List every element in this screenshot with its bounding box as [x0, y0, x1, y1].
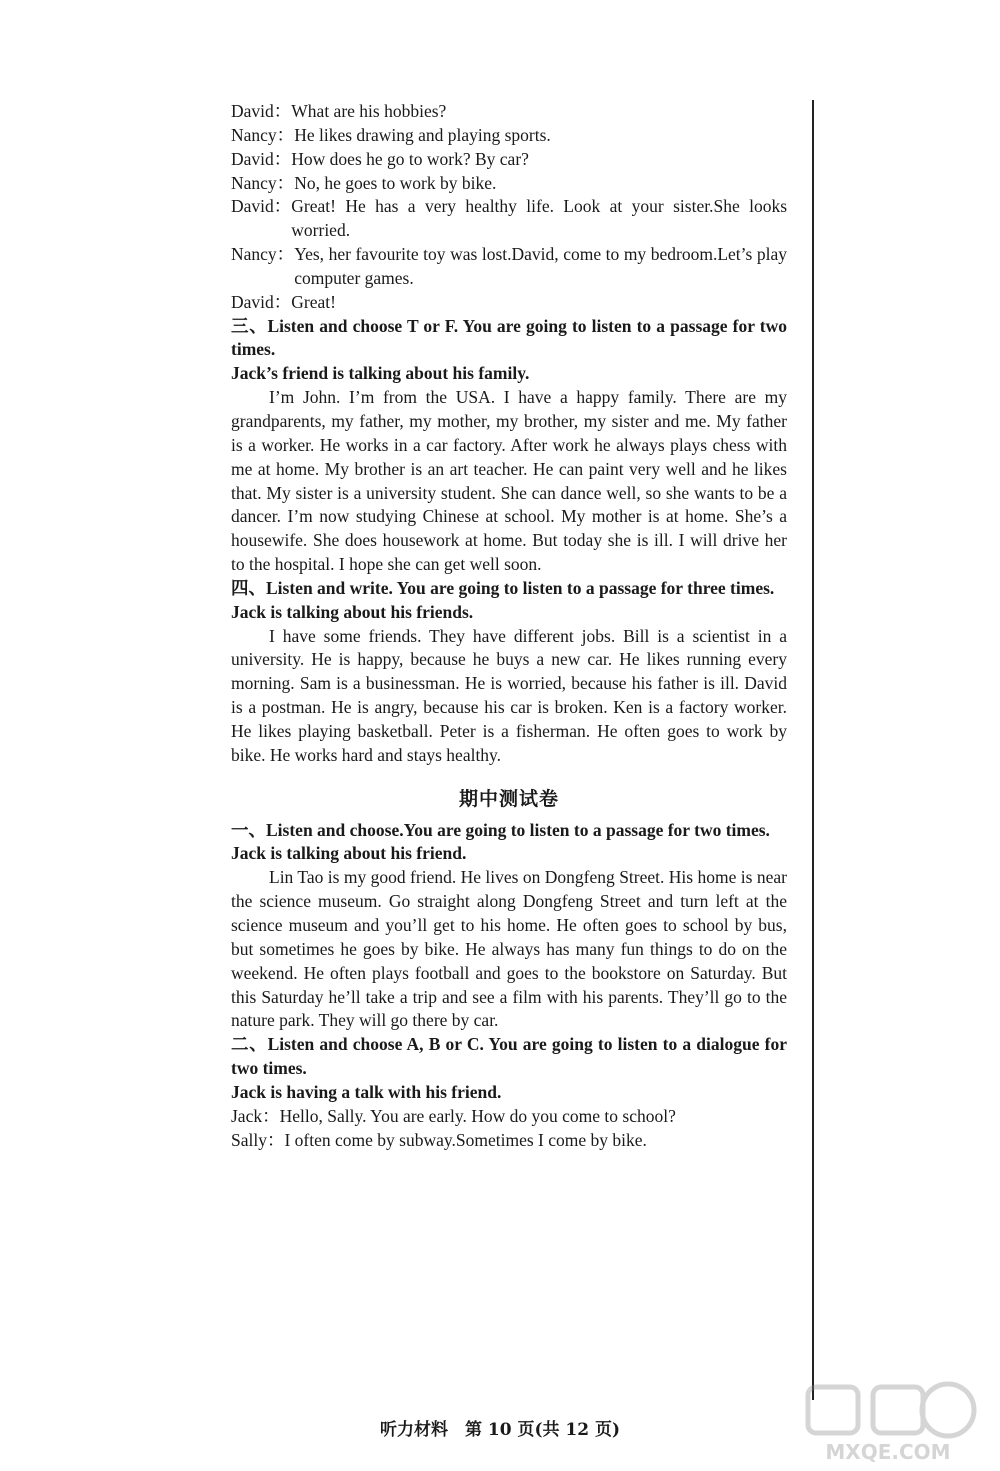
section-3-heading: 三、Listen and choose T or F. You are going to listen to a passage for two times. — [231, 315, 787, 360]
section-3-intro: Jack’s friend is talking about his family. — [231, 363, 530, 384]
speaker: Nancy： — [231, 124, 295, 145]
section-4-heading: 四、Listen and write. You are going to listen to a passage for three times. — [231, 577, 775, 598]
utterance: He likes drawing and playing sports. — [294, 124, 551, 145]
section-3-passage: I’m John. I’m from the USA. I have a happy family. There are my grandparents, my father, my mother, my brother, my sister and me. My father is a worker. He works in a car factory. After work he always plays chess with me at home. My brother is an art teacher. He can paint very well and he likes that. My sister is a university student. She can dance well, so she wants to be a dancer. I’m now studying Chinese at school. My mother is at home. She’s a housewife. She does housework at home. But today she is ill. I will drive her to the hospital. I hope she can get well soon. — [231, 387, 787, 575]
watermark-logo — [788, 1375, 988, 1465]
dialogue-line — [231, 172, 787, 196]
dialogue-block — [231, 100, 787, 315]
speaker: David： — [231, 291, 292, 312]
midterm-section-2-heading: 二、Listen and choose A, B or C. You are going to listen to a dialogue for two times. — [231, 1034, 787, 1079]
speaker: Sally： — [231, 1129, 285, 1150]
speaker: David： — [231, 148, 292, 169]
dialogue-line — [231, 148, 787, 172]
speaker: David： — [231, 196, 292, 217]
dialogue-line — [231, 291, 787, 315]
midterm-section-2-intro: Jack is having a talk with his friend. — [231, 1081, 502, 1102]
section-4-intro: Jack is talking about his friends. — [231, 601, 474, 622]
dialogue-line — [231, 1105, 787, 1129]
utterance: No, he goes to work by bike. — [294, 172, 497, 193]
utterance: Yes, her favourite toy was lost.David, come to my bedroom.Let’s play computer games. — [294, 244, 787, 288]
utterance: Great! — [291, 291, 336, 312]
utterance: Hello, Sally. You are early. How do you come to school? — [279, 1105, 676, 1126]
midterm-section-1-passage: Lin Tao is my good friend. He lives on Dongfeng Street. His home is near the science museum. Go straight along Dongfeng Street and turn left at the science museum and you’ll get to his home. He often goes to school by bus, but sometimes he goes by bike. He always has many fun things to do on the weekend. He often plays football and goes to the bookstore on Saturday. But this Saturday he’ll take a trip and see a film with his parents. They’ll go to the nature park. They will go there by car. — [231, 867, 787, 1031]
utterance: How does he go to work? By car? — [291, 148, 529, 169]
midterm-dialogue — [231, 1105, 787, 1153]
utterance: What are his hobbies? — [291, 101, 447, 121]
dialogue-line — [231, 100, 787, 124]
speaker: Nancy： — [231, 244, 295, 265]
midterm-section-1-heading: 一、Listen and choose.You are going to listen to a passage for two times. — [231, 819, 770, 840]
speaker: David： — [231, 101, 292, 121]
dialogue-line — [231, 195, 787, 243]
midterm-title: 期中测试卷 — [458, 787, 559, 810]
speaker: Nancy： — [231, 172, 295, 193]
utterance: Great! He has a very healthy life. Look at your sister.She looks worried. — [291, 196, 787, 241]
document-page — [231, 100, 787, 1152]
utterance: I often come by subway.Sometimes I come by bike. — [284, 1129, 647, 1150]
midterm-section-1-intro: Jack is talking about his friend. — [231, 843, 467, 864]
dialogue-line — [231, 1129, 787, 1153]
margin-rule — [812, 100, 814, 1400]
speaker: Jack： — [231, 1105, 280, 1126]
section-4-passage: I have some friends. They have different jobs. Bill is a scientist in a university. He is happy, because he buys a new car. He likes running every morning. Sam is a businessman. He is worried, because his father is ill. David is a postman. He is angry, because his car is broken. Ken is a factory worker. He likes playing basketball. Peter is a fisherman. He often goes to work by bike. He works hard and stays healthy. — [231, 625, 787, 765]
dialogue-line — [231, 124, 787, 148]
watermark-text: MXQE.COM — [825, 1440, 951, 1464]
page-footer: 听力材料 第 10 页(共 12 页) — [379, 1420, 621, 1440]
dialogue-line — [231, 243, 787, 291]
